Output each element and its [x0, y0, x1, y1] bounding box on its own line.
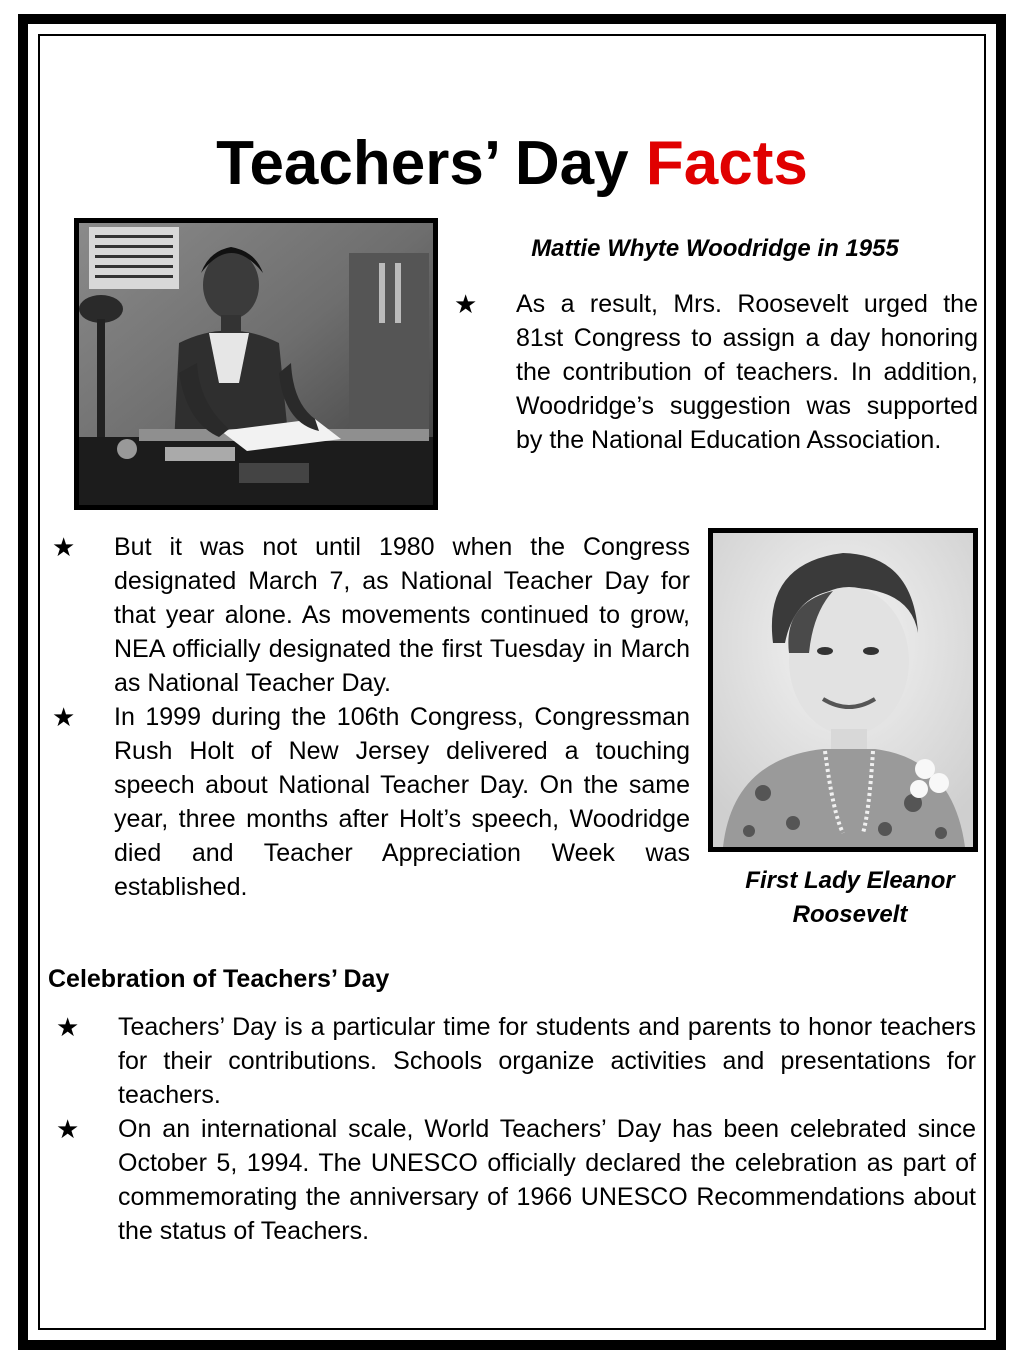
- bullet-text: In 1999 during the 106th Congress, Congressman Rush Holt of New Jersey delivered a touching speech about National Teacher Day. On the same year, three months after Holt’s speech, Woodridge died and Teacher Appreciation Week was established.: [114, 703, 690, 901]
- bullet-item: [48, 530, 690, 700]
- star-icon: ★: [56, 1012, 80, 1042]
- star-icon: ★: [52, 532, 76, 562]
- bullet-text: Teachers’ Day is a particular time for students and parents to honor teachers for their contributions. Schools organize activities and presentations for teachers.: [118, 1013, 976, 1109]
- woodridge-photo-icon: [79, 223, 433, 505]
- page-title: [0, 128, 1024, 200]
- section-heading: Celebration of Teachers’ Day: [48, 965, 390, 993]
- title-main: Teachers’ Day: [216, 129, 629, 198]
- title-accent: Facts: [645, 129, 808, 198]
- bullet-text: But it was not until 1980 when the Congress designated March 7, as National Teacher Day for that year alone. As movements continued to grow, NEA officially designated the first Tuesday in March as National Teacher Day.: [114, 533, 690, 697]
- bullet-list-top: [450, 287, 978, 457]
- caption-roosevelt: First Lady Eleanor Roosevelt: [745, 867, 955, 928]
- bullet-list-bottom: [52, 1010, 976, 1248]
- roosevelt-photo: [708, 528, 978, 852]
- bullet-item: [52, 1112, 976, 1248]
- star-icon: ★: [56, 1114, 80, 1144]
- roosevelt-photo-icon: [713, 533, 973, 847]
- star-icon: ★: [454, 289, 478, 319]
- caption-woodridge: Mattie Whyte Woodridge in 1955: [531, 235, 899, 262]
- bullet-item: [450, 287, 978, 457]
- star-icon: ★: [52, 702, 76, 732]
- bullet-list-middle: [48, 530, 690, 904]
- woodridge-photo: [74, 218, 438, 510]
- bullet-item: [48, 700, 690, 904]
- bullet-text: On an international scale, World Teachers’ Day has been celebrated since October 5, 1994. The UNESCO officially declared the celebration as part of commemorating the anniversary of 1966 UNESCO Recommendations about the status of Teachers.: [118, 1115, 976, 1245]
- bullet-text: As a result, Mrs. Roosevelt urged the 81st Congress to assign a day honoring the contribution of teachers. In addition, Woodridge’s suggestion was supported by the National Education Association.: [516, 290, 978, 454]
- bullet-item: [52, 1010, 976, 1112]
